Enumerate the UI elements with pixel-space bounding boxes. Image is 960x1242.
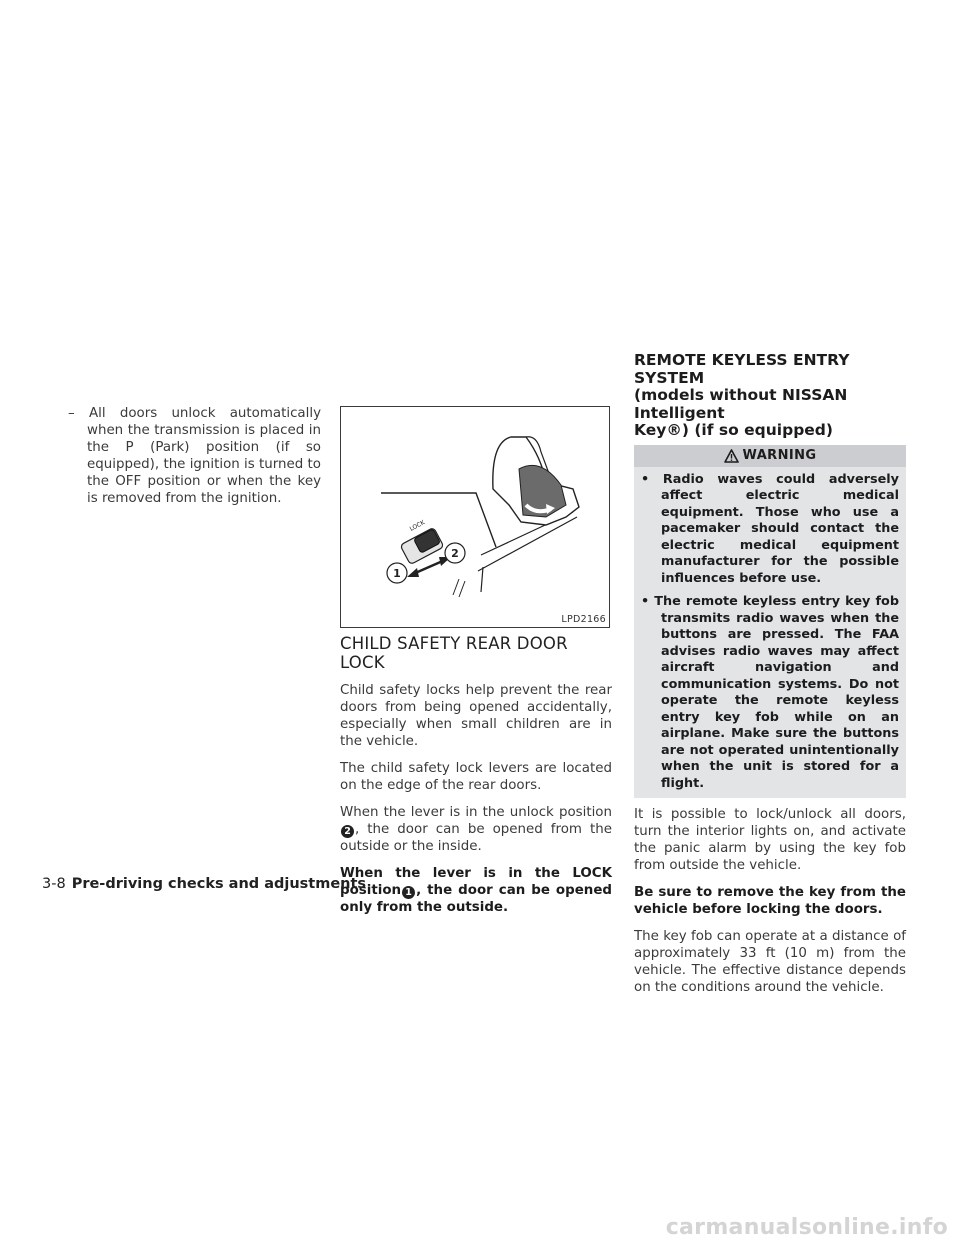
child-lock-figure: [340, 406, 610, 628]
title-line-1: REMOTE KEYLESS ENTRY SYSTEM: [634, 351, 850, 387]
callout-1-label: 1: [393, 567, 401, 580]
paragraph: Child safety locks help prevent the rear doors from being opened accidentally, especially when small children are in the vehicle.: [340, 683, 612, 749]
child-lock-section: [340, 634, 612, 926]
text: When the lever is in the LOCK position: [340, 866, 612, 898]
text: , the door can be opened only from the outside.: [340, 883, 612, 915]
section-heading: CHILD SAFETY REAR DOOR LOCK: [340, 634, 568, 672]
lock-text: LOCK: [408, 519, 427, 533]
callout-2-label: 2: [451, 547, 459, 560]
warning-box: [634, 467, 906, 799]
warning-icon: [724, 449, 739, 463]
warning-header: [634, 445, 906, 467]
page-footer: [42, 876, 366, 892]
warning-label: WARNING: [742, 448, 817, 463]
chapter-title: Pre-driving checks and adjustments: [71, 876, 367, 892]
paragraph: The key fob can operate at a distance of approximately 33 ft (10 m) from the vehicle. The effective distance depends on the conditions around the vehicle.: [634, 929, 906, 995]
title-line-2: (models without NISSAN Intelligent: [634, 386, 848, 422]
lock-position-paragraph: [340, 865, 612, 916]
figure-code: LPD2166: [561, 614, 606, 625]
callout-1-inline: 1: [402, 886, 415, 899]
text: When the lever is in the unlock position: [340, 805, 612, 820]
warning-item: • Radio waves could adversely affect electric medical equipment. Those who use a pacemaker should contact the electric medical equipment manufacturer for the possible influences before use.: [641, 471, 899, 586]
child-lock-illustration: [341, 407, 609, 627]
callout-2-inline: 2: [341, 825, 354, 838]
watermark: carmanualsonline.info: [665, 1215, 948, 1240]
lock-lever: [400, 519, 444, 565]
title-line-3: Key®) (if so equipped): [634, 421, 833, 439]
paragraph: The child safety lock levers are located on the edge of the rear doors.: [340, 761, 612, 793]
keyless-section: [634, 352, 906, 1006]
auto-unlock-note: – All doors unlock automatically when the transmission is placed in the P (Park) position (if so equipped), the ignition is turned to the OFF position or when the key is removed from the ignition.: [68, 406, 321, 506]
section-title: [634, 352, 906, 440]
left-column: [68, 405, 321, 507]
page-number: 3-8: [42, 876, 66, 892]
paragraph: It is possible to lock/unlock all doors, turn the interior lights on, and activate the panic alarm by using the key fob from outside the vehicle.: [634, 807, 906, 873]
paragraph: Be sure to remove the key from the vehicle before locking the doors.: [634, 885, 906, 917]
warning-item: • The remote keyless entry key fob transmits radio waves when the buttons are pressed. The FAA advises radio waves may affect aircraft navigation and communication systems. Do not operate the remote keyless entry key fob while on an airplane. Make sure the buttons are not operated unintentionally when the unit is stored for a flight.: [641, 594, 899, 791]
unlock-position-paragraph: [340, 804, 612, 855]
text: , the door can be opened from the outside or the inside.: [340, 822, 612, 854]
